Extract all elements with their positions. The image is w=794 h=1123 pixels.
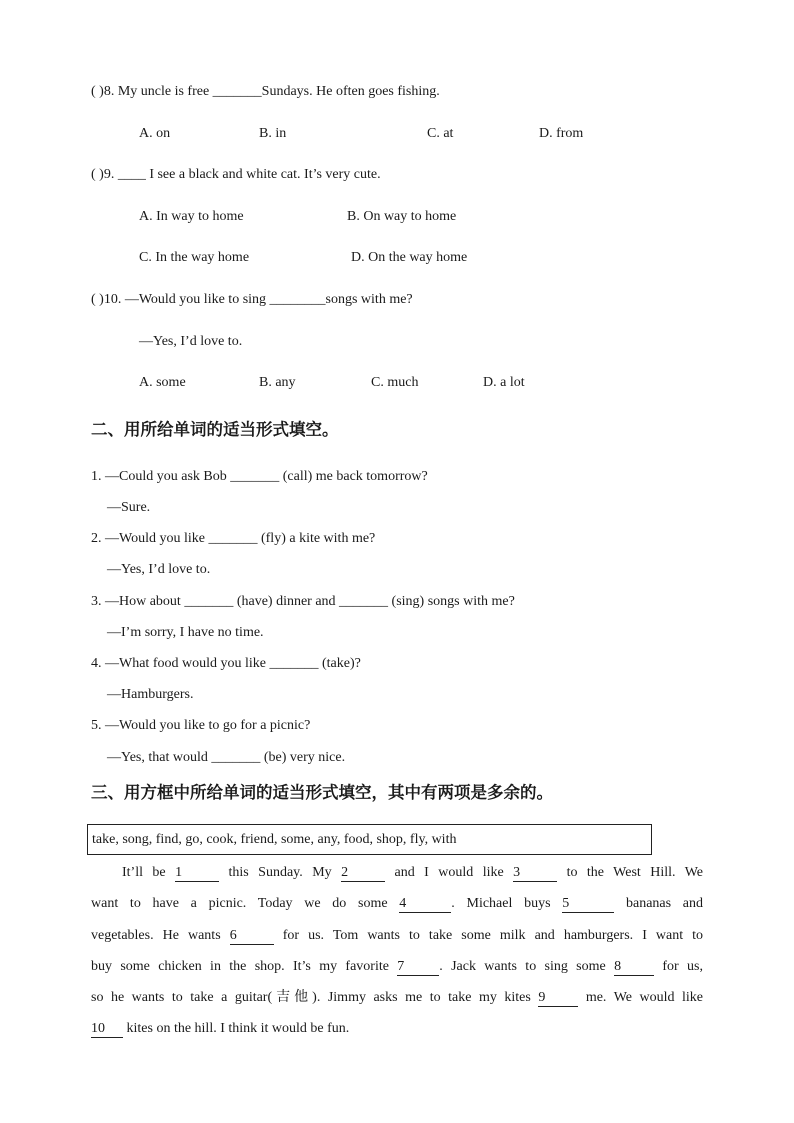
section-2-answer-5: —Yes, that would _______ (be) very nice.	[107, 750, 346, 765]
blank-4: 4	[399, 896, 451, 913]
question-9-option-d: D. On the way home	[351, 250, 468, 265]
section-2-question-1: 1. —Could you ask Bob _______ (call) me back tomorrow?	[91, 469, 428, 484]
passage-text: so he wants to take a guitar(吉他). Jimmy asks me to take my kites	[91, 990, 531, 1005]
passage-line-3	[91, 926, 703, 946]
question-8-option-a: A. on	[139, 126, 171, 141]
question-9-option-b: B. On way to home	[347, 209, 457, 224]
question-10-option-c: C. much	[371, 375, 419, 390]
word-bank-box	[87, 824, 652, 855]
passage-line-1	[91, 863, 703, 883]
passage-text: vegetables. He wants	[91, 928, 221, 943]
passage-text: . Michael buys	[451, 896, 551, 911]
passage-text: and I would like	[394, 865, 504, 880]
section-2-answer-3: —I’m sorry, I have no time.	[107, 625, 264, 640]
passage-text: bananas and	[625, 896, 704, 911]
passage-text: buy some chicken in the shop. It’s my favorite	[91, 959, 389, 974]
blank-9: 9	[538, 990, 578, 1007]
section-2-question-4: 4. —What food would you like _______ (take)?	[91, 656, 361, 671]
blank-5: 5	[562, 896, 614, 913]
question-10-option-b: B. any	[259, 375, 296, 390]
passage-text: this Sunday. My	[228, 865, 332, 880]
question-10-option-a: A. some	[139, 375, 186, 390]
question-9-option-c: C. In the way home	[139, 250, 250, 265]
blank-6: 6	[230, 928, 274, 945]
passage-line-4	[91, 957, 703, 977]
section-2-answer-1: —Sure.	[107, 500, 151, 515]
section-2-heading: 二、用所给单词的适当形式填空。	[91, 420, 339, 439]
passage-text: It’ll be	[122, 865, 166, 880]
passage-text: want to have a picnic. Today we do some	[91, 896, 388, 911]
question-9-stem: ( )9. ____ I see a black and white cat. It’s very cute.	[91, 167, 381, 182]
passage-text: for us. Tom wants to take some milk and hamburgers. I want to	[282, 928, 704, 943]
question-10-stem: ( )10. —Would you like to sing ________songs with me?	[91, 292, 413, 307]
question-10-answer-line: —Yes, I’d love to.	[139, 334, 243, 349]
blank-1: 1	[175, 865, 219, 882]
passage-line-6	[91, 1019, 703, 1039]
passage-line-5	[91, 988, 703, 1008]
passage-text: me. We would like	[585, 990, 704, 1005]
section-2-answer-4: —Hamburgers.	[107, 687, 194, 702]
passage-text: kites on the hill. I think it would be fun.	[126, 1021, 350, 1036]
passage-text: to the West Hill. We	[566, 865, 704, 880]
blank-2: 2	[341, 865, 385, 882]
blank-10: 10	[91, 1021, 123, 1038]
passage-line-2	[91, 894, 703, 914]
blank-8: 8	[614, 959, 654, 976]
question-8-option-d: D. from	[539, 126, 584, 141]
section-3-heading: 三、用方框中所给单词的适当形式填空，其中有两项是多余的。	[91, 783, 553, 802]
question-10-option-d: D. a lot	[483, 375, 525, 390]
question-8-option-b: B. in	[259, 126, 287, 141]
passage-text: for us,	[662, 959, 703, 974]
blank-7: 7	[397, 959, 439, 976]
section-2-question-5: 5. —Would you like to go for a picnic?	[91, 718, 311, 733]
word-bank-list: take, song, find, go, cook, friend, some, any, food, shop, fly, with	[92, 832, 457, 847]
section-2-question-2: 2. —Would you like _______ (fly) a kite with me?	[91, 531, 376, 546]
question-8-stem: ( )8. My uncle is free _______Sundays. He often goes fishing.	[91, 84, 440, 99]
section-2-answer-2: —Yes, I’d love to.	[107, 562, 211, 577]
question-8-option-c: C. at	[427, 126, 454, 141]
question-9-option-a: A. In way to home	[139, 209, 244, 224]
section-2-question-3: 3. —How about _______ (have) dinner and _______ (sing) songs with me?	[91, 594, 515, 609]
blank-3: 3	[513, 865, 557, 882]
passage-text: . Jack wants to sing some	[439, 959, 606, 974]
